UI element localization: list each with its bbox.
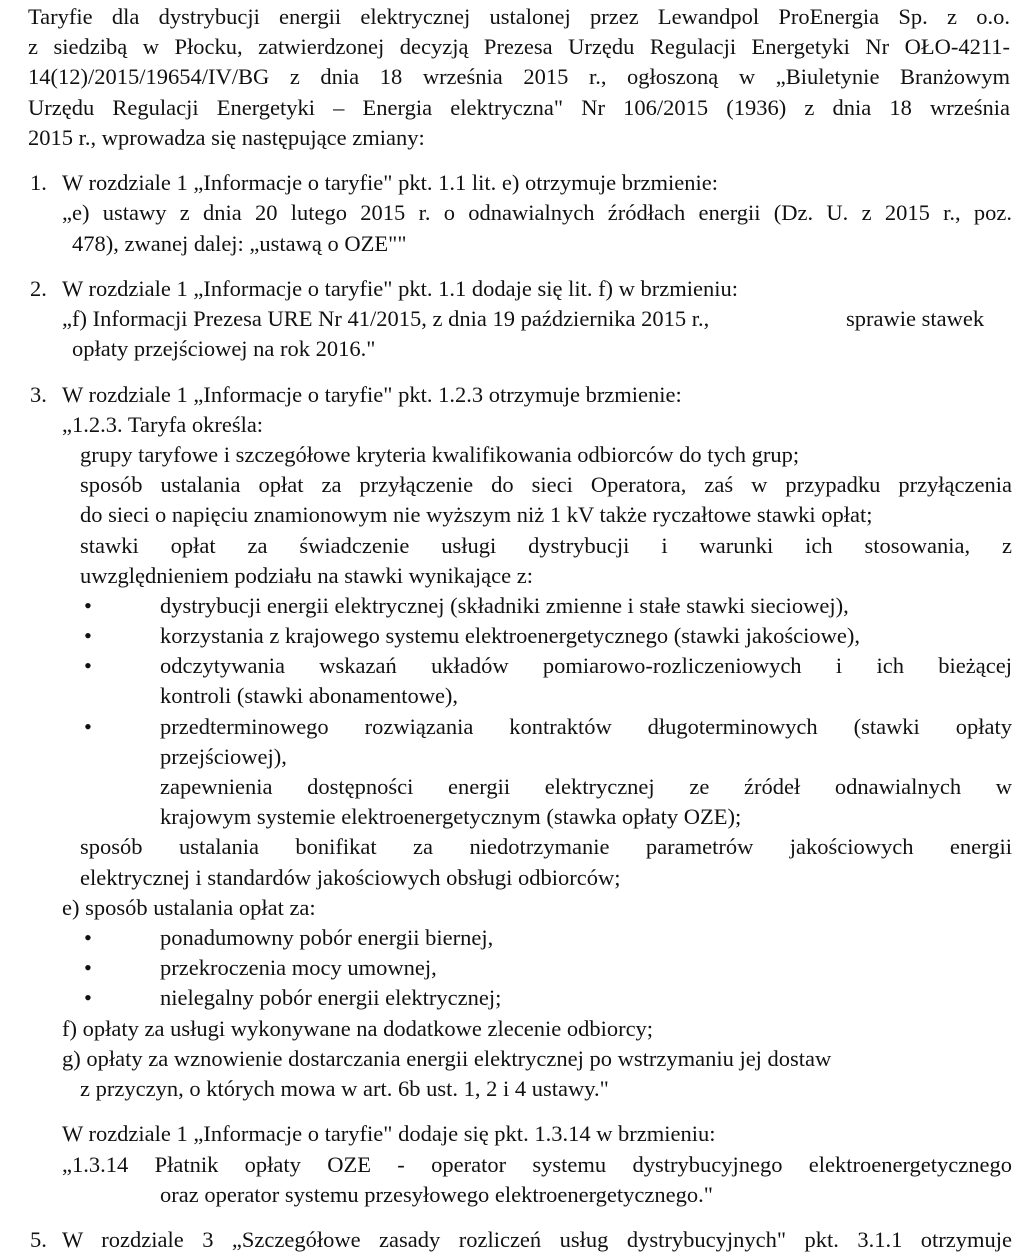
item-3-c-item: dystrybucji energii elektrycznej (składniki zmienne i stałe stawki sieciowej), bbox=[160, 592, 849, 618]
intro-line-1: Taryfie dla dystrybucji energii elektrycznej ustalonej przez Lewandpol ProEnergia Sp. z o.o. bbox=[28, 4, 1010, 29]
item-2-line-2a: „f) Informacji Prezesa URE Nr 41/2015, z dnia 19 października 2015 r., bbox=[62, 306, 710, 331]
bullet: • bbox=[84, 623, 92, 648]
item-3-d2: elektrycznej i standardów jakościowych obsługi odbiorców; bbox=[80, 864, 621, 890]
item-3-d1: sposób ustalania bonifikat za niedotrzymanie parametrów jakościowych energii bbox=[80, 834, 1012, 860]
item-3-line-2: „1.2.3. Taryfa określa: bbox=[62, 411, 264, 437]
item-2-line-2b: sprawie stawek bbox=[846, 306, 985, 331]
item-1-number: 1. bbox=[30, 170, 47, 196]
bullet: • bbox=[84, 955, 92, 981]
intro-line-4: Urzędu Regulacji Energetyki – Energia elektryczna" Nr 106/2015 (1936) z dnia 18 września bbox=[28, 94, 1010, 120]
item-3-e-item: nielegalny pobór energii elektrycznej; bbox=[160, 985, 502, 1011]
intro-line-3: 14(12)/2015/19654/IV/BG z dnia 18 września 2015 r., ogłoszoną w „Biuletynie Branżowym bbox=[28, 64, 1010, 90]
item-3-b1: sposób ustalania opłat za przyłączenie do sieci Operatora, zaś w przypadku przyłączenia bbox=[80, 472, 1012, 498]
item-3-c1: stawki opłat za świadczenie usługi dystrybucji i warunki ich stosowania, z bbox=[80, 532, 1012, 558]
bullet: • bbox=[84, 592, 92, 618]
item-2-number: 2. bbox=[30, 275, 47, 301]
item-3-c4b: przejściowej), bbox=[160, 743, 287, 769]
bullet: • bbox=[84, 653, 92, 679]
item-4-line-2: „1.3.14 Płatnik opłaty OZE - operator systemu dystrybucyjnego elektroenergetycznego bbox=[62, 1151, 1012, 1177]
item-3-e-item: ponadumowny pobór energii biernej, bbox=[160, 925, 494, 950]
item-3-a: grupy taryfowe i szczegółowe kryteria kwalifikowania odbiorców do tych grup; bbox=[80, 441, 800, 467]
item-3-number: 3. bbox=[30, 381, 47, 407]
item-3-f: f) opłaty za usługi wykonywane na dodatkowe zlecenie odbiorcy; bbox=[62, 1015, 654, 1041]
item-2-line-1: W rozdziale 1 „Informacje o taryfie" pkt. 1.1 dodaje się lit. f) w brzmieniu: bbox=[62, 275, 739, 301]
item-3-e: e) sposób ustalania opłat za: bbox=[62, 894, 316, 920]
item-1-line-2: „e) ustawy z dnia 20 lutego 2015 r. o odnawialnych źródłach energii (Dz. U. z 2015 r., poz. bbox=[62, 200, 1012, 226]
intro-line-2: z siedzibą w Płocku, zatwierdzonej decyzją Prezesa Urzędu Regulacji Energetyki Nr OŁO-4211- bbox=[28, 34, 1010, 60]
item-4-line-3: oraz operator systemu przesyłowego elektroenergetycznego." bbox=[160, 1181, 713, 1207]
item-2-line-3: opłaty przejściowej na rok 2016." bbox=[72, 336, 376, 362]
item-5-line-1: W rozdziale 3 „Szczegółowe zasady rozliczeń usług dystrybucyjnych" pkt. 3.1.1 otrzymuje bbox=[62, 1227, 1012, 1252]
item-3-c3a: odczytywania wskazań układów pomiarowo-rozliczeniowych i ich bieżącej bbox=[160, 653, 1012, 679]
item-3-c5b: krajowym systemie elektroenergetycznym (stawka opłaty OZE); bbox=[160, 804, 742, 830]
bullet: • bbox=[84, 713, 92, 739]
item-3-c2: uwzględnieniem podziału na stawki wynikające z: bbox=[80, 562, 533, 588]
item-3-g2: z przyczyn, o których mowa w art. 6b ust. 1, 2 i 4 ustawy." bbox=[80, 1076, 609, 1101]
item-3-c4a: przedterminowego rozwiązania kontraktów długoterminowych (stawki opłaty bbox=[160, 713, 1012, 739]
item-3-g1: g) opłaty za wznowienie dostarczania energii elektrycznej po wstrzymaniu jej dostaw bbox=[62, 1045, 832, 1071]
item-3-c-item: korzystania z krajowego systemu elektroenergetycznego (stawki jakościowe), bbox=[160, 623, 860, 648]
bullet: • bbox=[84, 925, 92, 950]
item-3-line-1: W rozdziale 1 „Informacje o taryfie" pkt. 1.2.3 otrzymuje brzmienie: bbox=[62, 381, 682, 407]
bullet: • bbox=[84, 985, 92, 1011]
item-3-c5a: zapewnienia dostępności energii elektrycznej ze źródeł odnawialnych w bbox=[160, 774, 1012, 799]
item-1-line-3: 478), zwanej dalej: „ustawą o OZE"" bbox=[72, 230, 407, 256]
item-4-line-1: W rozdziale 1 „Informacje o taryfie" dodaje się pkt. 1.3.14 w brzmieniu: bbox=[62, 1121, 716, 1147]
item-3-c3b: kontroli (stawki abonamentowe), bbox=[160, 683, 459, 709]
item-3-b2: do sieci o napięciu znamionowym nie wyższym niż 1 kV także ryczałtowe stawki opłat; bbox=[80, 502, 873, 528]
item-3-e-item: przekroczenia mocy umownej, bbox=[160, 955, 437, 981]
item-5-number: 5. bbox=[30, 1227, 47, 1252]
item-1-line-1: W rozdziale 1 „Informacje o taryfie" pkt. 1.1 lit. e) otrzymuje brzmienie: bbox=[62, 170, 719, 196]
intro-line-5: 2015 r., wprowadza się następujące zmiany: bbox=[28, 124, 425, 150]
